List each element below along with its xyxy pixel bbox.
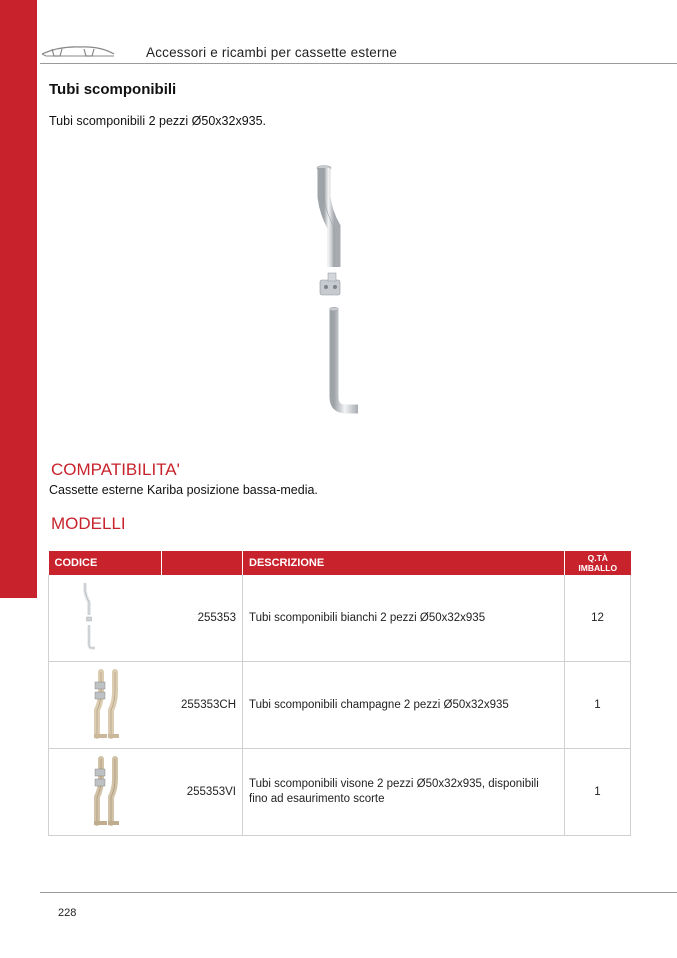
row-description: Tubi scomponibili champagne 2 pezzi Ø50x32x935 — [243, 662, 565, 749]
table-row — [49, 749, 631, 836]
section-header-title: Accessori e ricambi per cassette esterne — [146, 45, 398, 60]
row-description: Tubi scomponibili visone 2 pezzi Ø50x32x935, disponibili fino ad esaurimento scorte — [243, 749, 565, 836]
compatibility-heading: COMPATIBILITA' — [51, 460, 180, 479]
pipe-product-image — [300, 155, 390, 445]
red-side-band — [0, 0, 37, 598]
column-header-code: CODICE — [49, 551, 162, 575]
header-divider — [40, 63, 677, 64]
product-description: Tubi scomponibili 2 pezzi Ø50x32x935. — [49, 114, 267, 128]
row-image-cell — [49, 575, 162, 662]
table-row — [49, 575, 631, 662]
row-code: 255353 — [162, 575, 243, 662]
row-image-cell — [49, 662, 162, 749]
white-pipe-thumbnail — [49, 575, 162, 658]
visone-pipe-thumbnail — [49, 749, 162, 832]
row-quantity: 12 — [565, 575, 631, 662]
models-heading: MODELLI — [51, 514, 126, 533]
row-description: Tubi scomponibili bianchi 2 pezzi Ø50x32x935 — [243, 575, 565, 662]
brand-logo-icon — [40, 44, 116, 64]
champagne-pipe-thumbnail — [49, 662, 162, 745]
row-code: 255353VI — [162, 749, 243, 836]
quantity-header-line2: IMBALLO — [578, 563, 618, 573]
compatibility-text: Cassette esterne Kariba posizione bassa-media. — [49, 483, 318, 497]
table-header-row — [49, 551, 631, 575]
models-table — [48, 551, 631, 836]
quantity-header-line1: Q.TÀ — [587, 553, 608, 563]
column-header-description: DESCRIZIONE — [243, 551, 565, 575]
product-title: Tubi scomponibili — [49, 81, 177, 98]
footer-divider — [40, 892, 677, 893]
column-header-spacer — [162, 551, 243, 575]
page-number: 228 — [58, 907, 77, 919]
row-quantity: 1 — [565, 662, 631, 749]
table-row — [49, 662, 631, 749]
row-quantity: 1 — [565, 749, 631, 836]
column-header-quantity — [565, 551, 631, 575]
row-image-cell — [49, 749, 162, 836]
row-code: 255353CH — [162, 662, 243, 749]
